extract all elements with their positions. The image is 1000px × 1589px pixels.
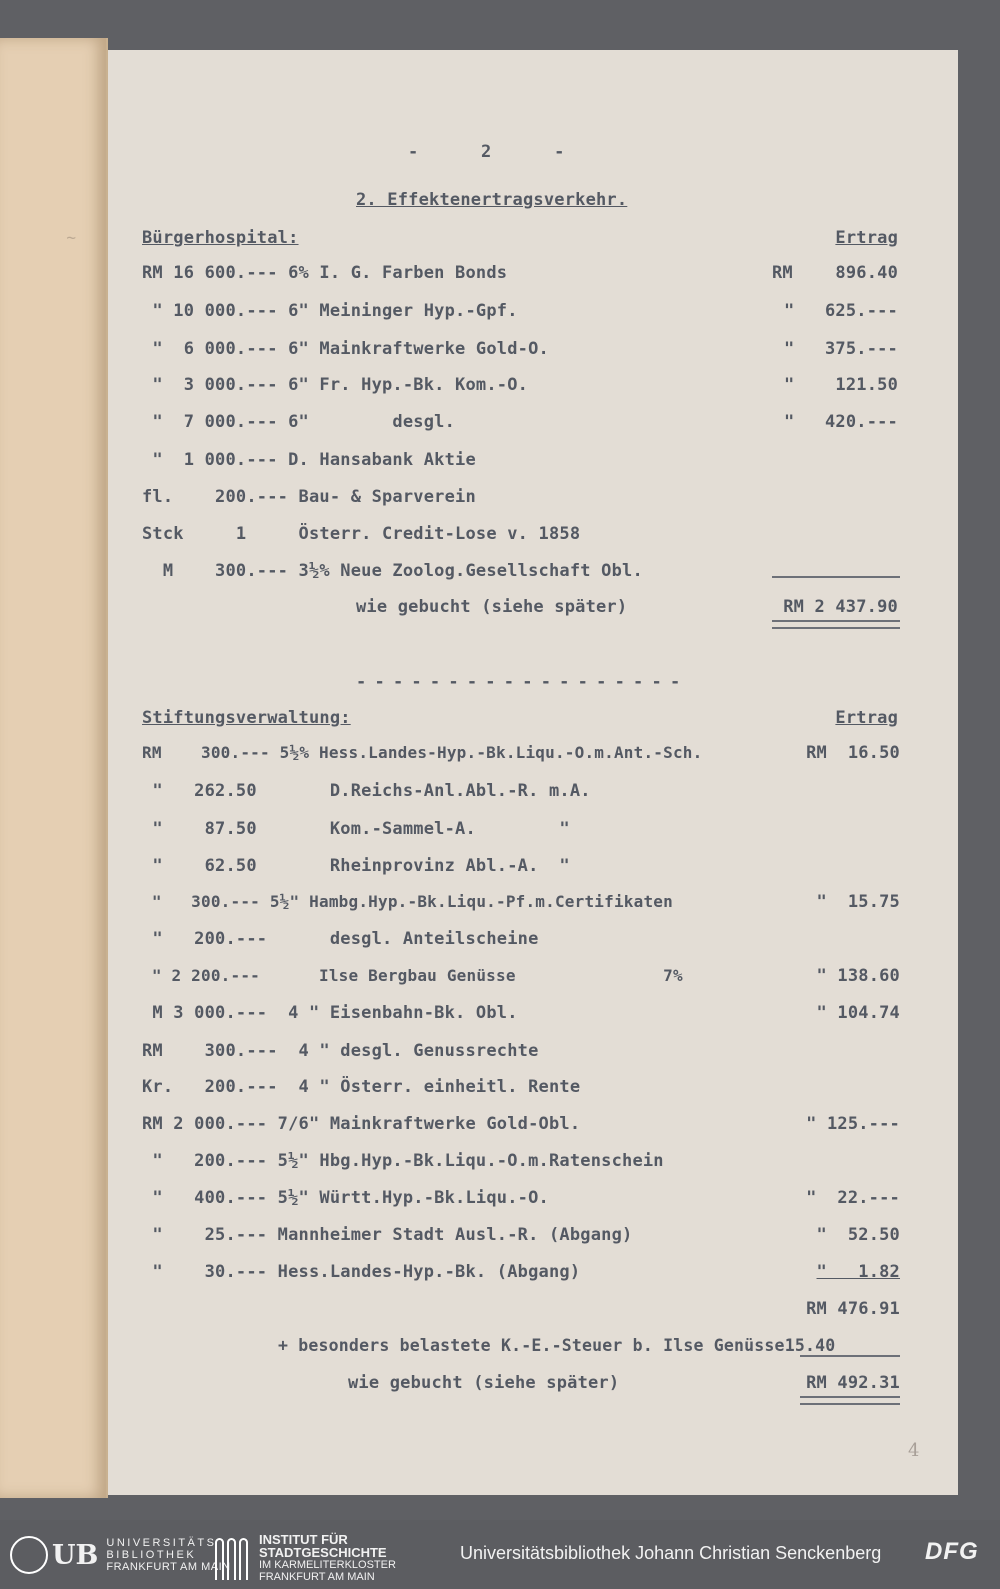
sv-row-3: " 87.50 Kom.-Sammel-A. " <box>142 819 570 839</box>
bh-row-3-val: 375.--- <box>824 339 898 359</box>
heading-buergerhospital: Bürgerhospital: <box>142 228 299 248</box>
bh-row-4-val: 121.50 <box>835 375 898 395</box>
sv-row-5: " 300.--- 5½" Hambg.Hyp.-Bk.Liqu.-Pf.m.Certifikaten <box>142 892 673 911</box>
separator-dashes: - - - - - - - - - - - - - - - - - - <box>356 672 680 692</box>
pencil-page-mark: 4 <box>908 1440 920 1461</box>
sv-row-1: RM 300.--- 5½% Hess.Landes-Hyp.-Bk.Liqu.-O.m.Ant.-Sch. <box>142 743 703 762</box>
sv-row-5-val: " 15.75 <box>816 892 900 912</box>
double-underline-1 <box>772 620 900 629</box>
section-title: 2. Effektenertragsverkehr. <box>356 190 628 210</box>
bh-row-8: Stck 1 Österr. Credit-Lose v. 1858 <box>142 524 581 544</box>
bh-row-4-cur: " <box>784 375 795 395</box>
bh-row-9: M 300.--- 3½% Neue Zoolog.Gesellschaft Obl. <box>142 561 643 581</box>
heading-stiftungsverwaltung: Stiftungsverwaltung: <box>142 708 351 728</box>
bh-row-4: " 3 000.--- 6" Fr. Hyp.-Bk. Kom.-O. <box>142 375 529 395</box>
ub-seal-icon <box>10 1536 48 1574</box>
sv-row-11: RM 2 000.--- 7/6" Mainkraftwerke Gold-Obl. <box>142 1114 581 1134</box>
page-number: - 2 - <box>408 142 565 162</box>
sv-extra-line: + besonders belastete K.-E.-Steuer b. Ilse Genüsse15.40 <box>278 1336 836 1355</box>
sv-row-8: M 3 000.--- 4 " Eisenbahn-Bk. Obl. <box>142 1003 518 1023</box>
bh-row-3-cur: " <box>784 339 795 359</box>
sum-line-1 <box>772 576 900 578</box>
sv-row-7: " 2 200.--- Ilse Bergbau Genüsse 7% <box>142 966 683 985</box>
ub-line-3: FRANKFURT AM MAIN <box>106 1561 231 1573</box>
sv-row-15-val: " 1.82 <box>816 1262 900 1282</box>
ub-logo-caption <box>106 1537 230 1573</box>
sv-row-2: " 262.50 D.Reichs-Anl.Abl.-R. m.A. <box>142 781 591 801</box>
ub-logo-text: UB <box>52 1539 99 1571</box>
institute-logo <box>215 1533 396 1583</box>
sum-line-2 <box>800 1355 900 1357</box>
bh-row-2-cur: " <box>784 301 795 321</box>
bh-row-6: " 1 000.--- D. Hansabank Aktie <box>142 450 476 470</box>
bh-row-7: fl. 200.--- Bau- & Sparverein <box>142 487 476 507</box>
institute-caption <box>259 1533 396 1583</box>
inst-line-2: STADTGESCHICHTE <box>259 1545 387 1560</box>
sv-row-15: " 30.--- Hess.Landes-Hyp.-Bk. (Abgang) <box>142 1262 581 1282</box>
ertrag-heading-2: Ertrag <box>835 708 898 728</box>
sv-total-label: wie gebucht (siehe später) <box>348 1373 620 1393</box>
inst-line-3: IM KARMELITERKLOSTER <box>259 1559 396 1571</box>
previous-page-edge <box>0 38 108 1498</box>
sv-row-14-val: " 52.50 <box>816 1225 900 1245</box>
sv-row-9: RM 300.--- 4 " desgl. Genussrechte <box>142 1041 539 1061</box>
sv-total: RM 492.31 <box>806 1373 900 1393</box>
bh-row-1: RM 16 600.--- 6% I. G. Farben Bonds <box>142 263 508 283</box>
sv-row-12: " 200.--- 5½" Hbg.Hyp.-Bk.Liqu.-O.m.Ratenschein <box>142 1151 664 1171</box>
sv-row-13: " 400.--- 5½" Württ.Hyp.-Bk.Liqu.-O. <box>142 1188 549 1208</box>
ertrag-heading-1: Ertrag <box>835 228 898 248</box>
sv-row-13-val: " 22.--- <box>806 1188 900 1208</box>
ub-line-2: BIBLIOTHEK <box>106 1549 197 1561</box>
inst-line-4: FRANKFURT AM MAIN <box>259 1571 375 1583</box>
document-page <box>108 50 958 1495</box>
inst-line-1: INSTITUT FÜR <box>259 1532 348 1547</box>
dfg-logo: DFG <box>925 1538 979 1565</box>
bleed-text: ~ <box>66 228 76 247</box>
bh-total: RM 2 437.90 <box>783 597 898 617</box>
bh-row-3: " 6 000.--- 6" Mainkraftwerke Gold-O. <box>142 339 549 359</box>
library-name: Universitätsbibliothek Johann Christian Senckenberg <box>460 1543 882 1563</box>
sv-subtotal: RM 476.91 <box>806 1299 900 1319</box>
sv-row-7-val: " 138.60 <box>816 966 900 986</box>
bh-row-2-val: 625.--- <box>824 301 898 321</box>
ub-line-1: UNIVERSITÄTS <box>106 1537 217 1549</box>
bh-row-5-cur: " <box>784 412 795 432</box>
arches-icon <box>215 1538 249 1578</box>
sv-row-1-val: RM 16.50 <box>806 743 900 763</box>
sv-row-6: " 200.--- desgl. Anteilscheine <box>142 929 539 949</box>
bh-row-5: " 7 000.--- 6" desgl. <box>142 412 456 432</box>
sv-row-11-val: " 125.--- <box>806 1114 900 1134</box>
bh-row-1-val: 896.40 <box>835 263 898 283</box>
ub-logo <box>10 1535 231 1575</box>
bh-row-2: " 10 000.--- 6" Meininger Hyp.-Gpf. <box>142 301 518 321</box>
bh-row-5-val: 420.--- <box>824 412 898 432</box>
sv-row-14: " 25.--- Mannheimer Stadt Ausl.-R. (Abgang) <box>142 1225 633 1245</box>
double-underline-2 <box>800 1396 900 1405</box>
footer-bar <box>0 1520 1000 1589</box>
sv-row-10: Kr. 200.--- 4 " Österr. einheitl. Rente <box>142 1077 581 1097</box>
bh-total-label: wie gebucht (siehe später) <box>356 597 628 617</box>
sv-row-4: " 62.50 Rheinprovinz Abl.-A. " <box>142 856 570 876</box>
sv-row-8-val: " 104.74 <box>816 1003 900 1023</box>
bh-row-1-cur: RM <box>772 263 793 283</box>
